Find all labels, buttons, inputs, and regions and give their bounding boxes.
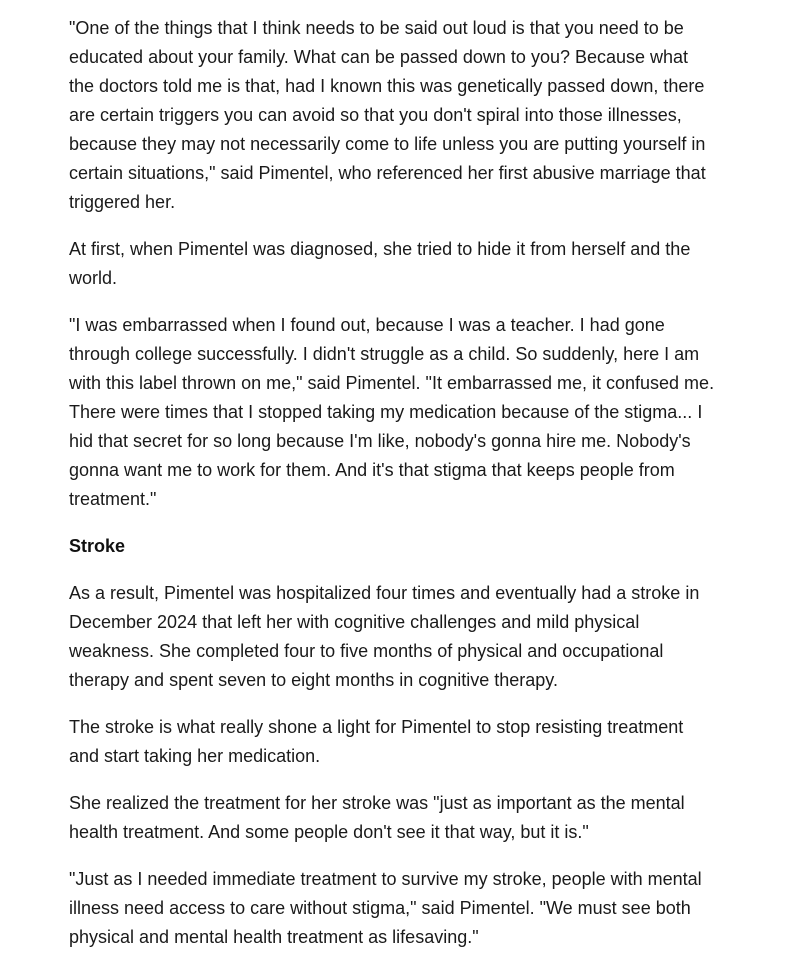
paragraph-closing-quote: "Just as I needed immediate treatment to survive my stroke, people with mental illness need access to care without stigma," said Pimentel. "We must see both physical and mental health treatment as lifesaving." xyxy=(69,869,702,947)
paragraph-stroke-turning-point: The stroke is what really shone a light for Pimentel to stop resisting treatment and start taking her medication. xyxy=(69,717,684,766)
paragraph-family-education: "One of the things that I think needs to be said out loud is that you need to be educated about your family. What can be passed down to you? Because what the doctors told me is that, had I known this was genetically passed down, there are certain triggers you can avoid so that you don't spiral into those illnesses, because they may not necessarily come to life unless you are putting yourself in certain situations," said Pimentel, who referenced her first abusive marriage that triggered her. xyxy=(69,18,706,212)
section-heading-stroke: Stroke xyxy=(69,536,126,556)
paragraph-hospitalized: As a result, Pimentel was hospitalized four times and eventually had a stroke in December 2024 that left her with cognitive challenges and mild physical weakness. She completed four to five months of physical and occupational therapy and spent seven to eight months in cognitive therapy. xyxy=(69,583,700,690)
paragraph-embarrassed-quote: "I was embarrassed when I found out, because I was a teacher. I had gone through college successfully. I didn't struggle as a child. So suddenly, here I am with this label thrown on me," said Pimentel. "It embarrassed me, it confused me. There were times that I stopped taking my medication because of the stigma... I hid that secret for so long because I'm like, nobody's gonna hire me. Nobody's gonna want me to work for them. And it's that stigma that keeps people from treatment." xyxy=(69,315,715,509)
paragraph-diagnosis-hiding: At first, when Pimentel was diagnosed, she tried to hide it from herself and the world. xyxy=(69,239,691,288)
paragraph-treatment-importance: She realized the treatment for her stroke was "just as important as the mental health treatment. And some people don't see it that way, but it is." xyxy=(69,793,685,842)
